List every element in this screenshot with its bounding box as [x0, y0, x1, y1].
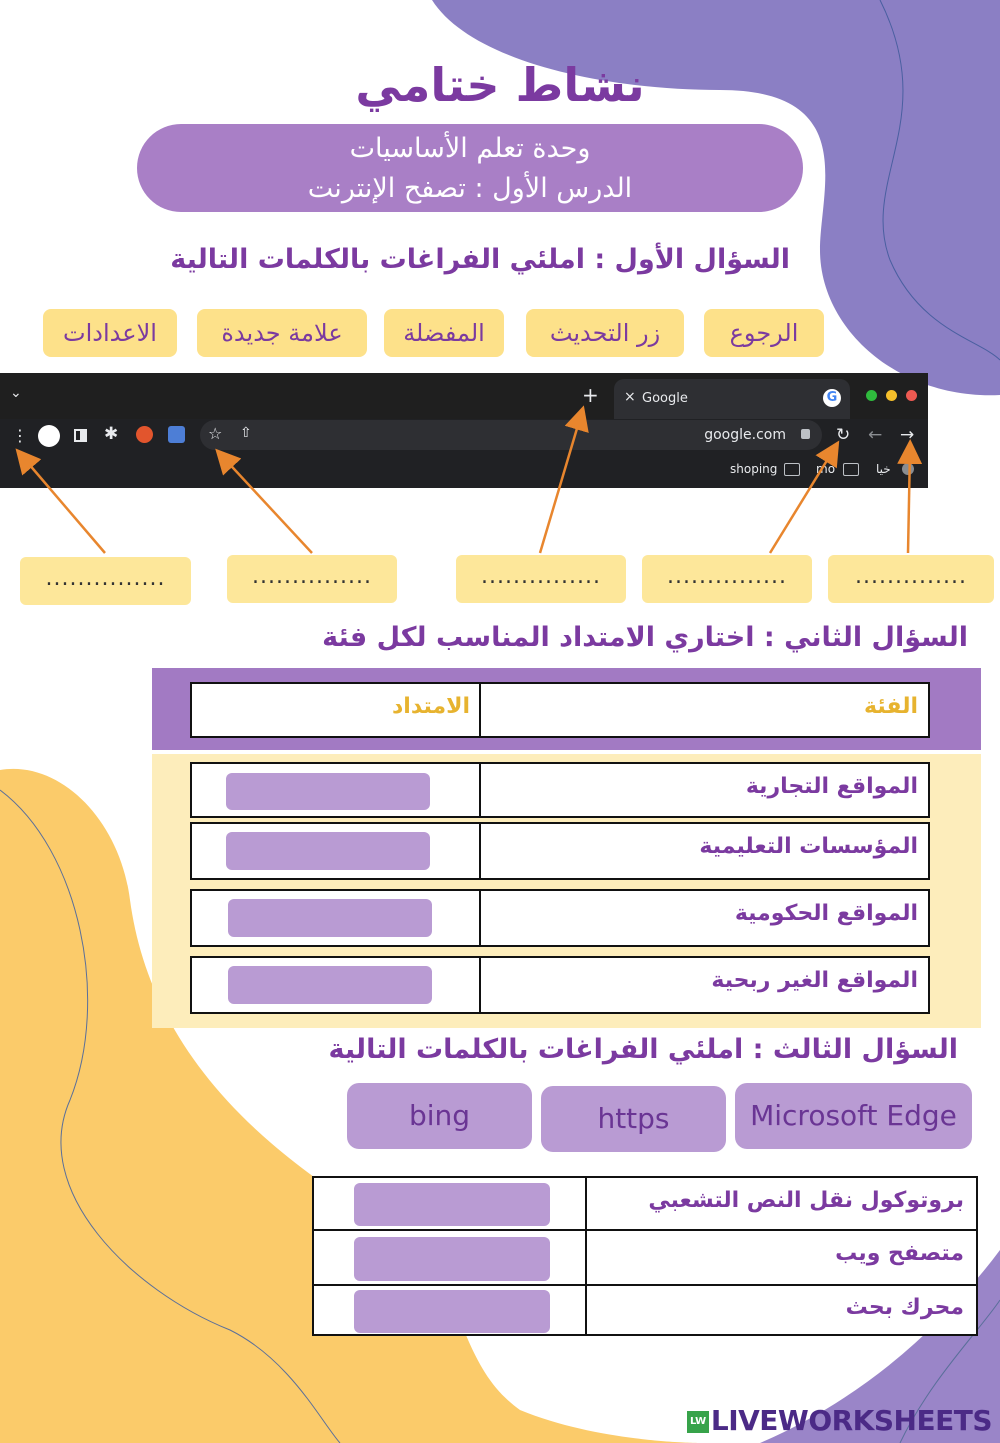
url-text: google.com — [704, 427, 786, 443]
word-chip-new-tab[interactable]: علامة جديدة — [197, 309, 367, 357]
extension-dropdown[interactable] — [228, 899, 432, 937]
extension-dropdown[interactable] — [226, 773, 430, 810]
answer-dropzone[interactable] — [354, 1183, 550, 1226]
tab-title: Google — [642, 391, 688, 406]
back-arrow-icon[interactable]: ← — [868, 425, 883, 445]
question1-heading: السؤال الأول : املئي الفراغات بالكلمات التالية — [170, 244, 790, 275]
question3-table — [312, 1176, 978, 1336]
question3-heading: السؤال الثالث : املئي الفراغات بالكلمات التالية — [328, 1034, 958, 1065]
word-chip-back[interactable]: الرجوع — [704, 309, 824, 357]
answer-dropzone[interactable] — [354, 1290, 550, 1333]
logo-icon: LW — [687, 1411, 709, 1433]
row-label: بروتوكول نقل النص التشعبي — [648, 1188, 964, 1213]
answer-blank-4[interactable]: ............... — [227, 555, 397, 603]
extension-dropdown[interactable] — [228, 966, 432, 1004]
word-chip-https[interactable]: https — [541, 1086, 726, 1152]
row-label: محرك بحث — [845, 1295, 964, 1320]
bookmark-khiya[interactable]: خيا — [876, 462, 891, 476]
lesson-title: الدرس الأول : تصفح الإنترنت — [307, 173, 633, 204]
tab-close-icon[interactable]: × — [624, 389, 636, 405]
table-row — [190, 762, 930, 818]
answer-blank-1[interactable]: .............. — [828, 555, 994, 603]
bookmark-mo[interactable]: mo — [816, 462, 836, 476]
column-category-label: الفئة — [864, 694, 918, 719]
row-label: المواقع التجارية — [745, 774, 918, 799]
word-chip-favorites[interactable]: المفضلة — [384, 309, 504, 357]
page-title: نشاط ختامي — [355, 58, 645, 112]
bookmark-shoping[interactable]: shoping — [730, 462, 778, 476]
unit-title: وحدة تعلم الأساسيات — [349, 133, 591, 164]
answer-dropzone[interactable] — [354, 1237, 550, 1281]
forward-arrow-icon[interactable]: → — [900, 425, 915, 445]
word-chip-edge[interactable]: Microsoft Edge — [735, 1083, 972, 1149]
word-chip-settings[interactable]: الاعدادات — [43, 309, 177, 357]
column-extension-label: الامتداد — [392, 694, 471, 719]
liveworksheets-logo[interactable] — [687, 1404, 992, 1437]
bookmark-star-icon[interactable]: ☆ — [208, 424, 223, 443]
table-row — [190, 956, 930, 1014]
extensions-icon[interactable]: ✱ — [104, 424, 119, 444]
row-label: متصفح ويب — [835, 1241, 964, 1266]
row-label: المواقع الغير ربحية — [711, 968, 918, 993]
table-header-row — [190, 682, 930, 738]
logo-text: LIVEWORKSHEETS — [710, 1404, 992, 1437]
table-row — [190, 822, 930, 880]
new-tab-button[interactable]: + — [582, 383, 599, 407]
answer-blank-2[interactable]: ............... — [642, 555, 812, 603]
row-label: المواقع الحكومية — [734, 901, 918, 926]
extension-dropdown[interactable] — [226, 832, 430, 870]
question2-heading: السؤال الثاني : اختاري الامتداد المناسب لكل فئة — [322, 622, 968, 653]
google-icon: G — [823, 389, 841, 407]
menu-dots-icon[interactable]: ⋮ — [12, 426, 28, 445]
word-chip-refresh[interactable]: زر التحديث — [526, 309, 684, 357]
row-label: المؤسسات التعليمية — [699, 834, 918, 859]
table-row — [190, 889, 930, 947]
answer-blank-5[interactable]: ............... — [20, 557, 191, 605]
reload-icon[interactable]: ↻ — [836, 425, 851, 445]
word-chip-bing[interactable]: bing — [347, 1083, 532, 1149]
answer-blank-3[interactable]: ............... — [456, 555, 626, 603]
share-icon[interactable]: ⇧ — [240, 425, 252, 441]
chevron-down-icon: ⌄ — [10, 385, 22, 401]
